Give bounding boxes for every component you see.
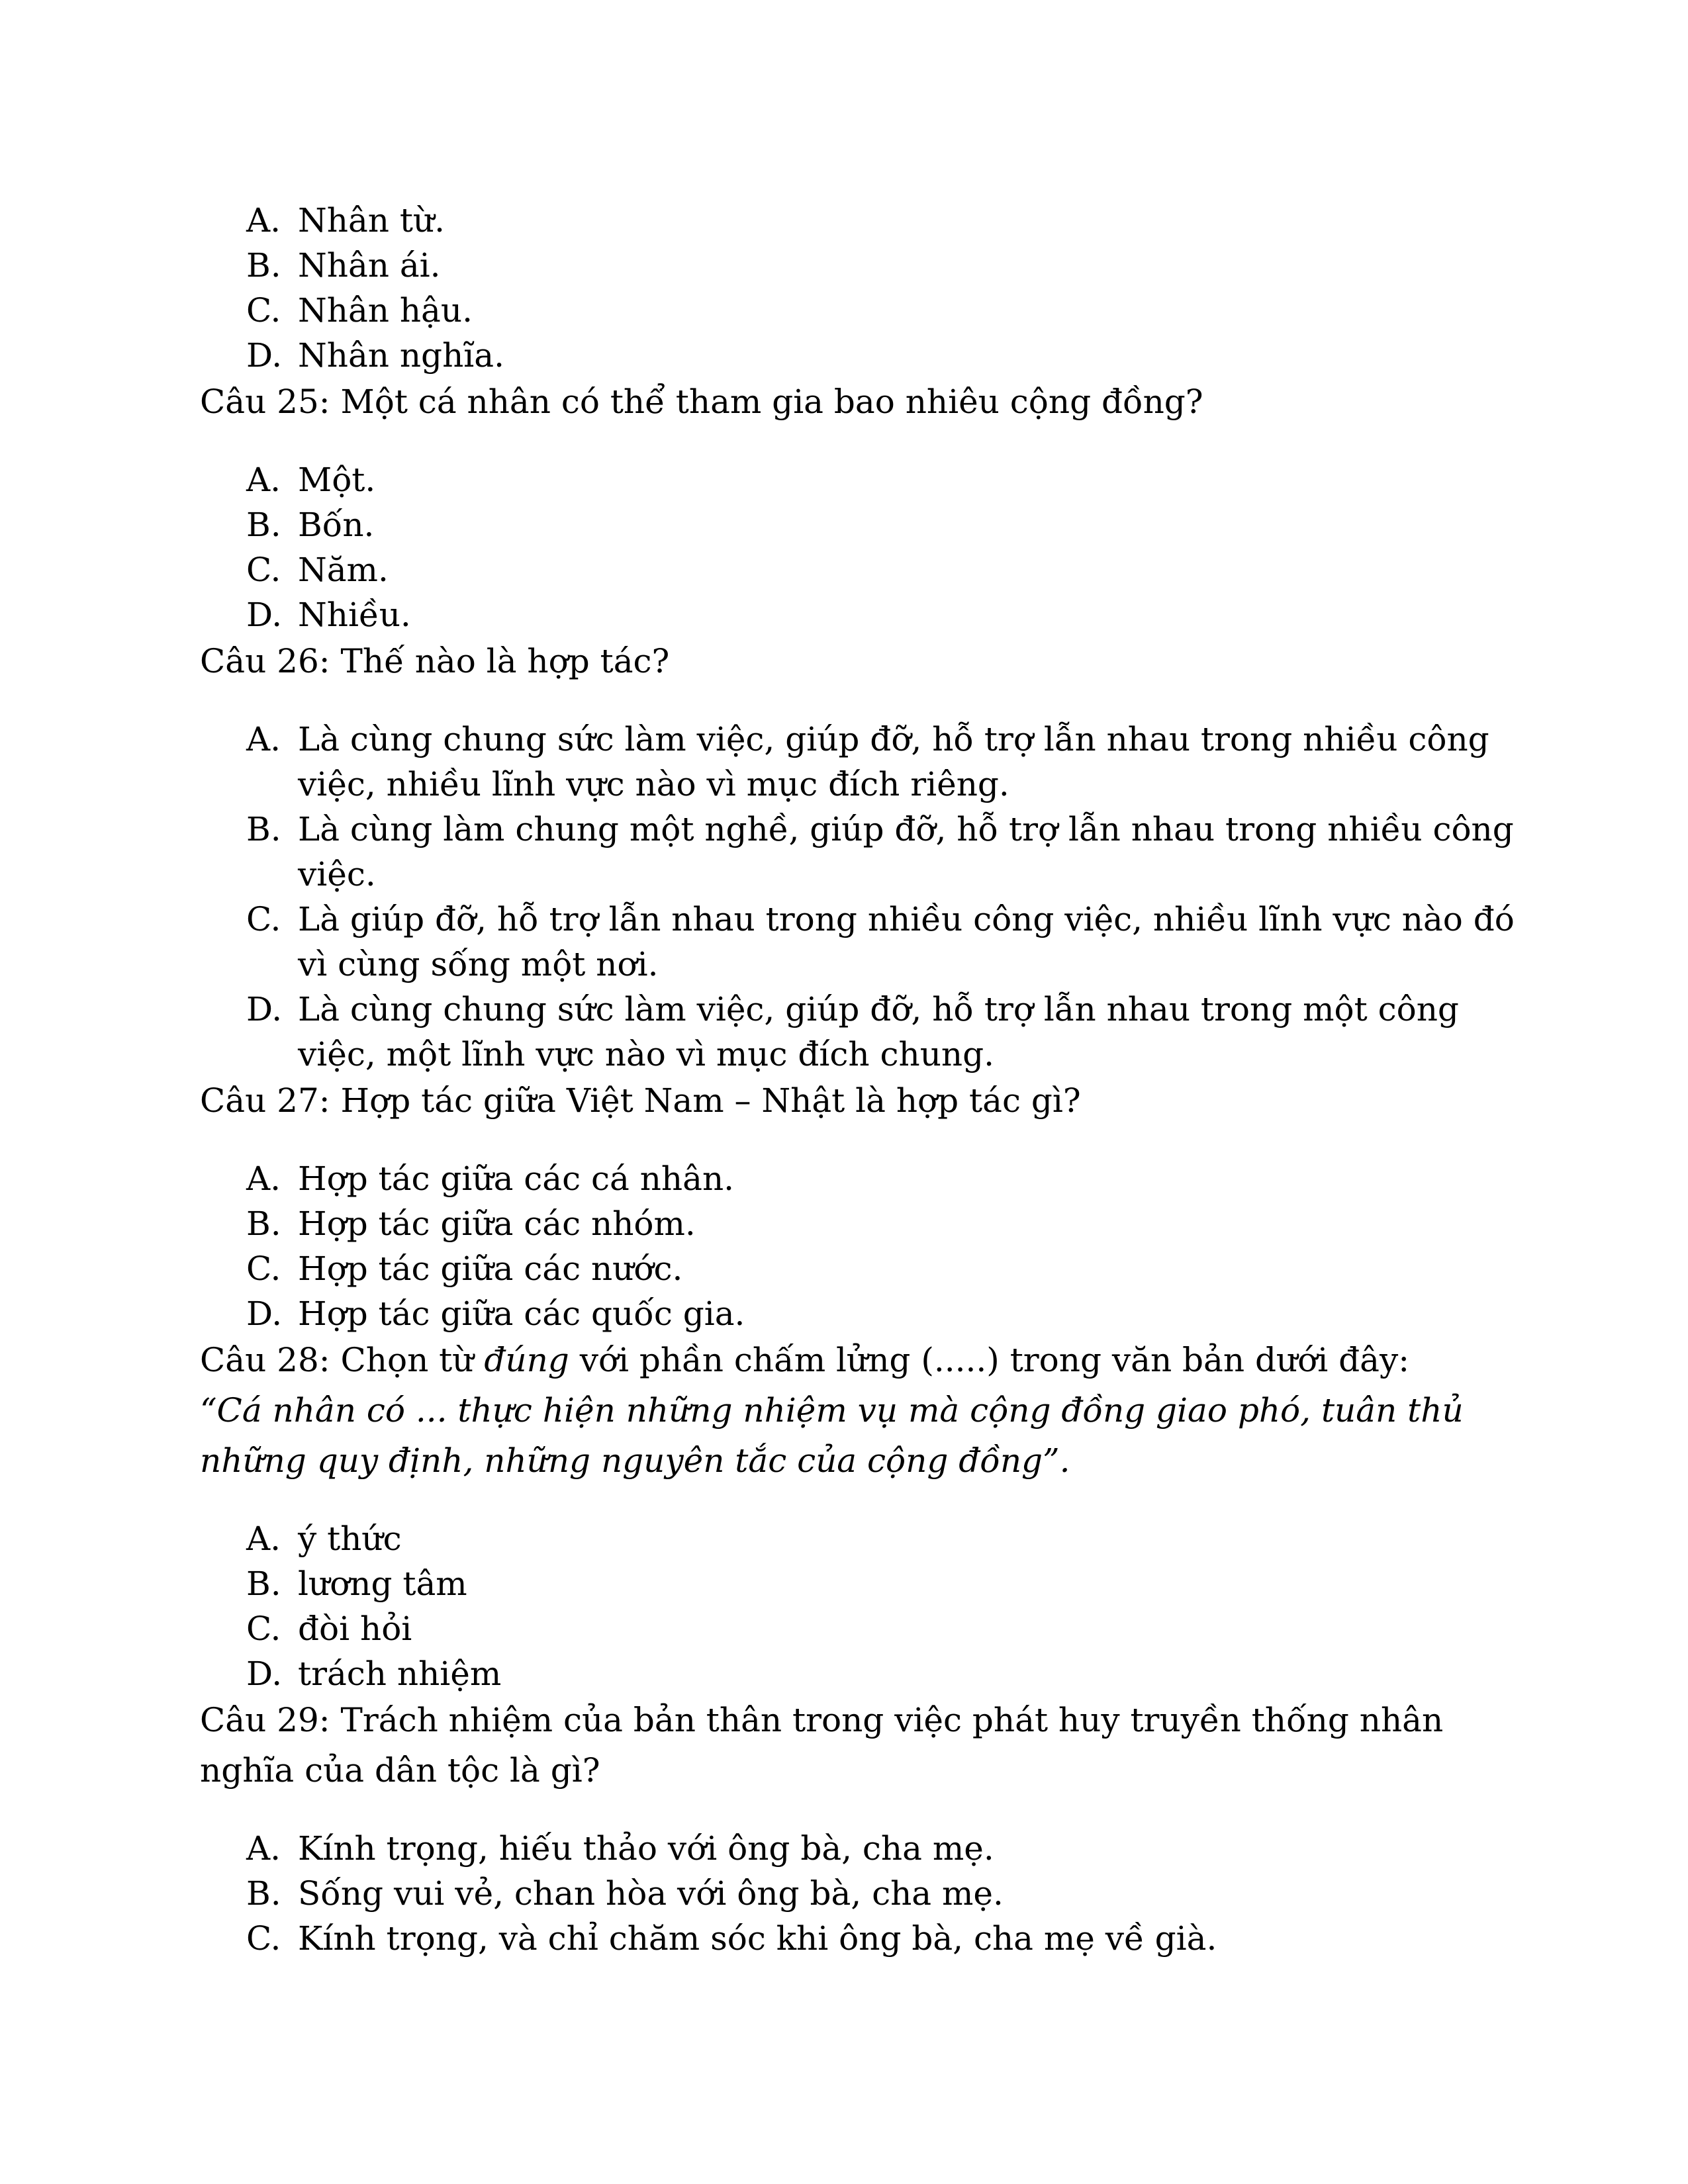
- question-25: Câu 25: Một cá nhân có thể tham gia bao nhiêu cộng đồng?: [200, 383, 1203, 421]
- option-letter: B.: [246, 810, 281, 848]
- question-28-part: với phần chấm lửng (.....) trong văn bản dưới đây:: [569, 1341, 1410, 1379]
- option-letter: A.: [246, 1520, 281, 1558]
- option-text: lương tâm: [298, 1565, 467, 1603]
- option-text: Hợp tác giữa các quốc gia.: [298, 1295, 745, 1333]
- option-text: Là giúp đỡ, hỗ trợ lẫn nhau trong nhiều công việc, nhiều lĩnh vực nào đó: [298, 900, 1515, 938]
- option-text: Năm.: [298, 551, 389, 589]
- option-text: Bốn.: [298, 506, 375, 544]
- option-letter: B.: [246, 506, 281, 544]
- option-letter: A.: [246, 201, 281, 240]
- option-letter: A.: [246, 720, 281, 758]
- quote-line: những quy định, những nguyên tắc của cộng đồng”.: [200, 1441, 1070, 1480]
- question-28: [200, 1343, 1409, 1377]
- quote-line: “Cá nhân có ... thực hiện những nhiệm vụ mà cộng đồng giao phó, tuân thủ: [200, 1391, 1464, 1430]
- question-29-cont: nghĩa của dân tộc là gì?: [200, 1751, 600, 1790]
- option-text: Nhân từ.: [298, 201, 445, 240]
- option-text: việc, một lĩnh vực nào vì mục đích chung.: [298, 1035, 995, 1073]
- question-28-emphasis: đúng: [484, 1341, 569, 1379]
- option-text: Hợp tác giữa các nước.: [298, 1250, 683, 1288]
- option-text: Một.: [298, 461, 376, 499]
- question-28-part: Câu 28: Chọn từ: [200, 1341, 485, 1379]
- option-letter: C.: [246, 900, 281, 938]
- option-letter: A.: [246, 1160, 281, 1198]
- option-text: Nhân nghĩa.: [298, 336, 504, 375]
- option-letter: D.: [246, 990, 283, 1028]
- option-text: ý thức: [298, 1520, 402, 1558]
- option-text: Hợp tác giữa các cá nhân.: [298, 1160, 735, 1198]
- option-letter: A.: [246, 461, 281, 499]
- option-text: Nhiều.: [298, 596, 411, 634]
- option-letter: D.: [246, 596, 283, 634]
- option-letter: C.: [246, 1250, 281, 1288]
- option-text: đòi hỏi: [298, 1610, 412, 1648]
- option-text: vì cùng sống một nơi.: [298, 945, 659, 983]
- option-letter: C.: [246, 1919, 281, 1958]
- option-letter: C.: [246, 551, 281, 589]
- option-letter: B.: [246, 1874, 281, 1913]
- option-letter: D.: [246, 336, 283, 375]
- option-text: việc.: [298, 855, 376, 893]
- option-text: Là cùng chung sức làm việc, giúp đỡ, hỗ trợ lẫn nhau trong nhiều công: [298, 720, 1489, 758]
- option-letter: D.: [246, 1655, 283, 1693]
- option-letter: C.: [246, 291, 281, 330]
- option-letter: C.: [246, 1610, 281, 1648]
- option-text: Kính trọng, hiếu thảo với ông bà, cha mẹ.: [298, 1829, 994, 1868]
- option-text: Là cùng chung sức làm việc, giúp đỡ, hỗ trợ lẫn nhau trong một công: [298, 990, 1459, 1028]
- option-letter: D.: [246, 1295, 283, 1333]
- option-text: Nhân ái.: [298, 246, 441, 285]
- option-text: trách nhiệm: [298, 1655, 502, 1693]
- option-text: Kính trọng, và chỉ chăm sóc khi ông bà, cha mẹ về già.: [298, 1919, 1217, 1958]
- option-text: Hợp tác giữa các nhóm.: [298, 1205, 696, 1243]
- option-letter: B.: [246, 246, 281, 285]
- option-letter: A.: [246, 1829, 281, 1868]
- question-26: Câu 26: Thế nào là hợp tác?: [200, 642, 670, 680]
- option-text: Là cùng làm chung một nghề, giúp đỡ, hỗ trợ lẫn nhau trong nhiều công: [298, 810, 1514, 848]
- option-text: việc, nhiều lĩnh vực nào vì mục đích riêng.: [298, 765, 1009, 803]
- option-text: Nhân hậu.: [298, 291, 473, 330]
- option-letter: B.: [246, 1205, 281, 1243]
- option-letter: B.: [246, 1565, 281, 1603]
- question-29: Câu 29: Trách nhiệm của bản thân trong việc phát huy truyền thống nhân: [200, 1701, 1444, 1739]
- question-27: Câu 27: Hợp tác giữa Việt Nam – Nhật là hợp tác gì?: [200, 1081, 1081, 1120]
- option-text: Sống vui vẻ, chan hòa với ông bà, cha mẹ.: [298, 1874, 1004, 1913]
